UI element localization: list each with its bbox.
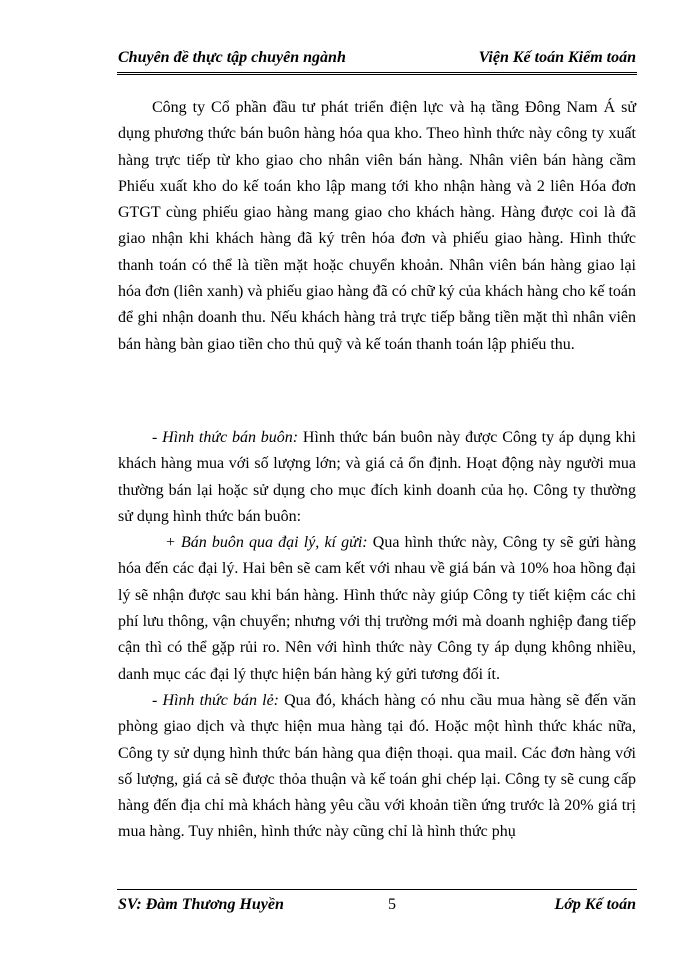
body-section-sales-methods — [118, 425, 636, 846]
paragraph-wholesale — [118, 425, 636, 530]
footer-student: SV: Đàm Thương Huyền — [118, 896, 284, 913]
wholesale-label: - Hình thức bán buôn: — [152, 429, 299, 446]
retail-text: Qua đó, khách hàng có nhu cầu mua hàng sẽ đến văn phòng giao dịch và thực hiện mua hàng tại đó. Hoặc một hình thức khác nữa, Công ty sử dụng hình thức bán hàng qua điện thoại. qua mail. Các đơn hàng với số lượng, giá cả sẽ được thỏa thuận và kế toán ghi chép lại. Công ty sẽ cung cấp hàng đến địa chỉ mà khách hàng yêu cầu với khoản tiền ứng trước là 20% giá trị mua hàng. Tuy nhiên, hình thức này cũng chỉ là hình thức phụ — [118, 691, 636, 841]
page-footer — [118, 894, 636, 916]
header-institute: Viện Kế toán Kiểm toán — [478, 49, 636, 66]
paragraph-intro: Công ty Cổ phần đầu tư phát triển điện lực và hạ tầng Đông Nam Á sử dụng phương thức bán buôn hàng hóa qua kho. Theo hình thức này công ty xuất hàng trực tiếp từ kho giao cho nhân viên bán hàng. Nhân viên bán hàng cầm Phiếu xuất kho do kế toán kho lập mang tới kho nhận hàng và 2 liên Hóa đơn GTGT cùng phiếu giao hàng mang giao cho khách hàng. Hàng được coi là đã giao nhận khi khách hàng đã ký trên hóa đơn và phiếu giao hàng. Hình thức thanh toán có thể là tiền mặt hoặc chuyển khoản. Nhân viên bán hàng giao lại hóa đơn (liên xanh) và phiếu giao hàng đã có chữ ký của khách hàng cho kế toán để ghi nhận doanh thu. Nếu khách hàng trả trực tiếp bằng tiền mặt thì nhân viên bán hàng bàn giao tiền cho thủ quỹ và kế toán thanh toán lập phiếu thu. — [118, 99, 636, 353]
retail-label: - Hình thức bán lẻ: — [152, 691, 279, 709]
header-title: Chuyên đề thực tập chuyên ngành — [118, 49, 346, 66]
agency-text: Qua hình thức này, Công ty sẽ gửi hàng hóa đến các đại lý. Hai bên sẽ cam kết với nhau về giá bán và 10% hoa hồng đại lý sẽ nhận được sau khi bán hàng. Hình thức này giúp Công ty tiết kiệm các chi phí lưu thông, vận chuyển; nhưng với thị trường mới mà doanh nghiệp đang tiếp cận thì có thể gặp rủi ro. Nên với hình thức này Công ty áp dụng không nhiều, danh mục các đại lý thực hiện bán hàng ký gửi tương đối ít. — [118, 534, 637, 683]
footer-class: Lớp Kế toán — [554, 896, 636, 913]
body-section-intro — [118, 95, 636, 358]
footer-divider — [117, 889, 637, 890]
paragraph-retail — [118, 688, 636, 846]
wholesale-text: Hình thức bán buôn này được Công ty áp dụng khi khách hàng mua với số lượng lớn; và giá cả ổn định. Hoạt động này người mua thường bán lại hoặc sử dụng cho mục đích kinh doanh của họ. Công ty thường sử dụng hình thức bán buôn: — [118, 429, 636, 525]
paragraph-agency — [118, 530, 636, 688]
page-number: 5 — [388, 896, 396, 913]
page-header — [118, 46, 636, 70]
agency-label: + Bán buôn qua đại lý, kí gửi: — [165, 534, 368, 552]
header-divider — [117, 72, 637, 75]
